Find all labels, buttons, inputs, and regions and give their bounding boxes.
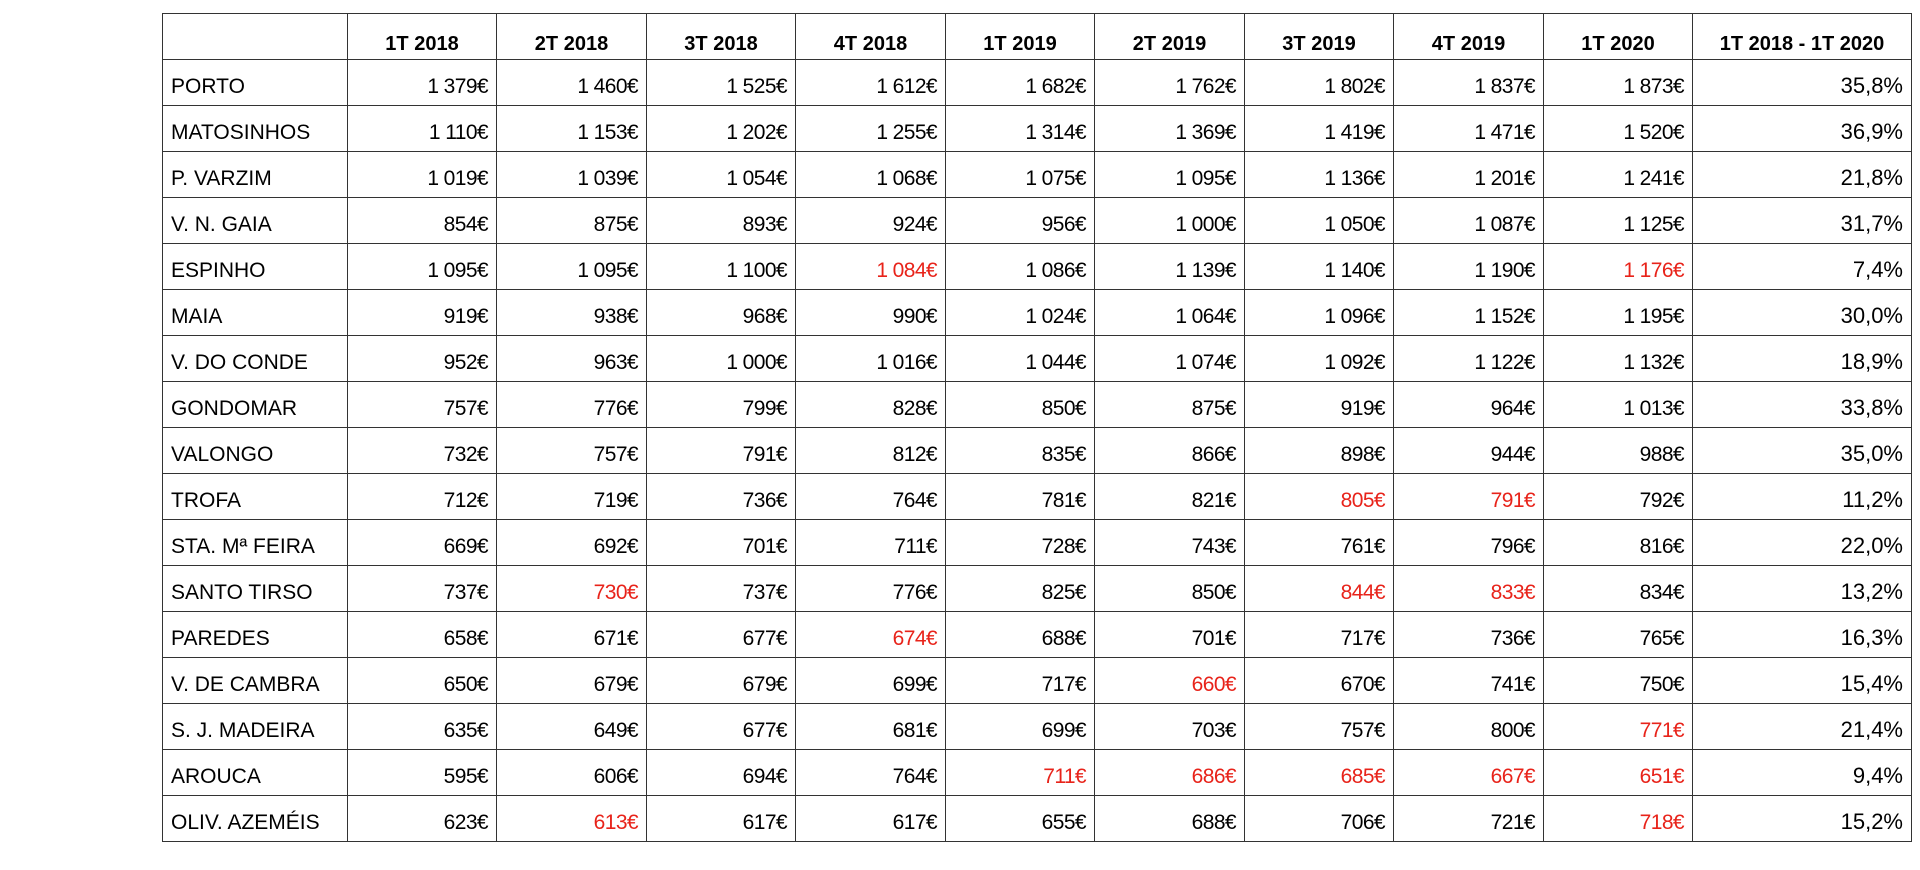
price-cell: 1 100€ [647,244,796,290]
percent-change-cell: 31,7% [1693,198,1912,244]
price-cell: 825€ [946,566,1095,612]
price-cell: 1 074€ [1095,336,1245,382]
price-cell: 938€ [497,290,647,336]
price-cell: 623€ [348,796,497,842]
price-cell: 743€ [1095,520,1245,566]
price-cell: 816€ [1544,520,1693,566]
price-cell: 898€ [1245,428,1394,474]
price-cell: 1 153€ [497,106,647,152]
table-row [163,796,1912,842]
table-row [163,658,1912,704]
price-cell: 670€ [1245,658,1394,704]
city-name-cell: GONDOMAR [163,382,348,428]
price-cell: 1 241€ [1544,152,1693,198]
price-cell: 1 110€ [348,106,497,152]
city-name-cell: VALONGO [163,428,348,474]
price-cell: 968€ [647,290,796,336]
city-name-cell: PORTO [163,60,348,106]
price-cell: 650€ [348,658,497,704]
price-cell: 1 682€ [946,60,1095,106]
table-row [163,60,1912,106]
price-cell: 1 419€ [1245,106,1394,152]
percent-change-cell: 21,4% [1693,704,1912,750]
price-cell: 875€ [497,198,647,244]
percent-change-cell: 15,4% [1693,658,1912,704]
table-row [163,428,1912,474]
city-name-cell: TROFA [163,474,348,520]
price-cell: 728€ [946,520,1095,566]
price-cell: 1 039€ [497,152,647,198]
price-cell-decrease: 686€ [1095,750,1245,796]
price-cell: 1 000€ [1095,198,1245,244]
table-row [163,704,1912,750]
price-cell: 703€ [1095,704,1245,750]
price-cell: 866€ [1095,428,1245,474]
price-cell: 1 369€ [1095,106,1245,152]
price-cell: 658€ [348,612,497,658]
price-cell: 776€ [796,566,946,612]
corner-header-cell [163,14,348,60]
price-cell: 737€ [348,566,497,612]
price-cell: 765€ [1544,612,1693,658]
column-header: 3T 2018 [647,14,796,60]
percent-change-cell: 21,8% [1693,152,1912,198]
price-cell: 924€ [796,198,946,244]
price-cell: 732€ [348,428,497,474]
price-cell: 717€ [1245,612,1394,658]
price-cell: 679€ [497,658,647,704]
price-cell: 757€ [348,382,497,428]
price-cell: 1 054€ [647,152,796,198]
price-cell: 757€ [497,428,647,474]
price-cell: 699€ [946,704,1095,750]
price-cell: 963€ [497,336,647,382]
price-cell-decrease: 730€ [497,566,647,612]
price-cell: 712€ [348,474,497,520]
table-row [163,612,1912,658]
price-cell: 821€ [1095,474,1245,520]
percent-change-cell: 33,8% [1693,382,1912,428]
city-name-cell: AROUCA [163,750,348,796]
price-cell: 800€ [1394,704,1544,750]
price-cell: 617€ [796,796,946,842]
price-cell: 1 096€ [1245,290,1394,336]
price-cell: 649€ [497,704,647,750]
city-name-cell: PAREDES [163,612,348,658]
table-row [163,106,1912,152]
price-cell: 1 013€ [1544,382,1693,428]
price-cell: 688€ [1095,796,1245,842]
price-cell: 919€ [1245,382,1394,428]
price-cell: 635€ [348,704,497,750]
price-cell: 1 152€ [1394,290,1544,336]
city-name-cell: OLIV. AZEMÉIS [163,796,348,842]
price-cell-decrease: 791€ [1394,474,1544,520]
price-cell: 776€ [497,382,647,428]
city-name-cell: SANTO TIRSO [163,566,348,612]
price-cell: 1 471€ [1394,106,1544,152]
price-cell-decrease: 718€ [1544,796,1693,842]
price-cell: 791€ [647,428,796,474]
price-cell: 688€ [946,612,1095,658]
price-cell: 757€ [1245,704,1394,750]
price-cell-decrease: 1 176€ [1544,244,1693,290]
price-cell: 944€ [1394,428,1544,474]
table-row [163,152,1912,198]
price-cell: 990€ [796,290,946,336]
price-cell: 1 190€ [1394,244,1544,290]
column-header: 3T 2019 [1245,14,1394,60]
price-cell: 1 762€ [1095,60,1245,106]
price-cell: 595€ [348,750,497,796]
price-cell: 1 024€ [946,290,1095,336]
price-cell: 1 000€ [647,336,796,382]
price-cell-decrease: 711€ [946,750,1095,796]
price-cell-decrease: 833€ [1394,566,1544,612]
price-cell: 1 520€ [1544,106,1693,152]
price-cell-decrease: 805€ [1245,474,1394,520]
percent-change-cell: 18,9% [1693,336,1912,382]
percent-change-cell: 15,2% [1693,796,1912,842]
price-cell: 677€ [647,704,796,750]
price-cell: 1 068€ [796,152,946,198]
price-cell-decrease: 685€ [1245,750,1394,796]
percent-change-cell: 30,0% [1693,290,1912,336]
column-header: 4T 2019 [1394,14,1544,60]
price-cell: 834€ [1544,566,1693,612]
price-cell: 988€ [1544,428,1693,474]
price-cell-decrease: 667€ [1394,750,1544,796]
price-cell: 1 314€ [946,106,1095,152]
price-cell: 1 202€ [647,106,796,152]
column-header: 1T 2018 [348,14,497,60]
table-row [163,336,1912,382]
table-row [163,566,1912,612]
table-row [163,198,1912,244]
price-cell: 764€ [796,474,946,520]
price-cell: 669€ [348,520,497,566]
price-cell: 1 064€ [1095,290,1245,336]
price-cell-decrease: 844€ [1245,566,1394,612]
price-cell: 1 136€ [1245,152,1394,198]
price-cell: 1 095€ [497,244,647,290]
price-cell: 761€ [1245,520,1394,566]
price-cell: 1 095€ [1095,152,1245,198]
price-cell: 854€ [348,198,497,244]
column-header: 2T 2019 [1095,14,1245,60]
price-cell: 764€ [796,750,946,796]
price-cell: 736€ [1394,612,1544,658]
price-cell: 737€ [647,566,796,612]
percent-change-cell: 9,4% [1693,750,1912,796]
price-cell-decrease: 651€ [1544,750,1693,796]
price-cell: 1 612€ [796,60,946,106]
price-cell: 750€ [1544,658,1693,704]
price-cell: 1 140€ [1245,244,1394,290]
price-cell: 1 802€ [1245,60,1394,106]
price-cell: 796€ [1394,520,1544,566]
table-body [163,60,1912,842]
price-cell-decrease: 771€ [1544,704,1693,750]
table-row [163,750,1912,796]
price-cell: 1 125€ [1544,198,1693,244]
percent-change-cell: 11,2% [1693,474,1912,520]
price-cell: 736€ [647,474,796,520]
price-cell: 875€ [1095,382,1245,428]
price-cell: 1 122€ [1394,336,1544,382]
price-cell: 1 195€ [1544,290,1693,336]
price-cell: 792€ [1544,474,1693,520]
price-cell: 701€ [647,520,796,566]
city-name-cell: P. VARZIM [163,152,348,198]
percent-change-cell: 36,9% [1693,106,1912,152]
price-cell-decrease: 674€ [796,612,946,658]
price-cell: 1 095€ [348,244,497,290]
column-header: 2T 2018 [497,14,647,60]
price-table [162,13,1912,842]
price-cell: 706€ [1245,796,1394,842]
price-cell: 1 525€ [647,60,796,106]
city-name-cell: STA. Mª FEIRA [163,520,348,566]
price-cell-decrease: 613€ [497,796,647,842]
percent-change-cell: 35,8% [1693,60,1912,106]
price-cell: 1 050€ [1245,198,1394,244]
price-cell: 1 379€ [348,60,497,106]
city-name-cell: MATOSINHOS [163,106,348,152]
price-cell: 919€ [348,290,497,336]
price-cell: 699€ [796,658,946,704]
city-name-cell: V. DE CAMBRA [163,658,348,704]
price-cell: 1 460€ [497,60,647,106]
price-cell: 717€ [946,658,1095,704]
city-name-cell: MAIA [163,290,348,336]
price-cell: 850€ [1095,566,1245,612]
price-cell: 655€ [946,796,1095,842]
column-header: 1T 2020 [1544,14,1693,60]
price-cell: 1 019€ [348,152,497,198]
price-cell: 1 255€ [796,106,946,152]
header-row [163,14,1912,60]
price-cell: 828€ [796,382,946,428]
column-header: 1T 2019 [946,14,1095,60]
percent-change-cell: 13,2% [1693,566,1912,612]
price-cell: 893€ [647,198,796,244]
price-cell: 812€ [796,428,946,474]
price-cell: 692€ [497,520,647,566]
column-header: 1T 2018 - 1T 2020 [1693,14,1912,60]
price-cell: 1 087€ [1394,198,1544,244]
price-cell: 1 201€ [1394,152,1544,198]
percent-change-cell: 35,0% [1693,428,1912,474]
city-name-cell: ESPINHO [163,244,348,290]
price-cell: 721€ [1394,796,1544,842]
price-cell: 781€ [946,474,1095,520]
price-cell: 677€ [647,612,796,658]
price-cell: 964€ [1394,382,1544,428]
price-cell: 1 086€ [946,244,1095,290]
table-row [163,474,1912,520]
price-cell: 741€ [1394,658,1544,704]
price-cell: 835€ [946,428,1095,474]
price-cell: 681€ [796,704,946,750]
percent-change-cell: 22,0% [1693,520,1912,566]
table-header [163,14,1912,60]
price-cell: 1 075€ [946,152,1095,198]
city-name-cell: S. J. MADEIRA [163,704,348,750]
price-cell: 1 016€ [796,336,946,382]
price-cell-decrease: 660€ [1095,658,1245,704]
price-cell: 606€ [497,750,647,796]
price-cell: 679€ [647,658,796,704]
price-cell: 711€ [796,520,946,566]
price-cell: 671€ [497,612,647,658]
table-row [163,290,1912,336]
column-header: 4T 2018 [796,14,946,60]
price-cell: 719€ [497,474,647,520]
table-row [163,382,1912,428]
price-cell: 617€ [647,796,796,842]
price-cell: 694€ [647,750,796,796]
price-cell: 1 092€ [1245,336,1394,382]
price-cell: 1 044€ [946,336,1095,382]
price-cell: 1 132€ [1544,336,1693,382]
price-cell: 1 873€ [1544,60,1693,106]
price-cell: 956€ [946,198,1095,244]
price-cell: 799€ [647,382,796,428]
price-cell: 1 139€ [1095,244,1245,290]
price-cell: 952€ [348,336,497,382]
city-name-cell: V. N. GAIA [163,198,348,244]
price-cell: 1 837€ [1394,60,1544,106]
percent-change-cell: 7,4% [1693,244,1912,290]
table-row [163,520,1912,566]
table-row [163,244,1912,290]
price-cell: 850€ [946,382,1095,428]
city-name-cell: V. DO CONDE [163,336,348,382]
percent-change-cell: 16,3% [1693,612,1912,658]
price-cell: 701€ [1095,612,1245,658]
price-cell-decrease: 1 084€ [796,244,946,290]
